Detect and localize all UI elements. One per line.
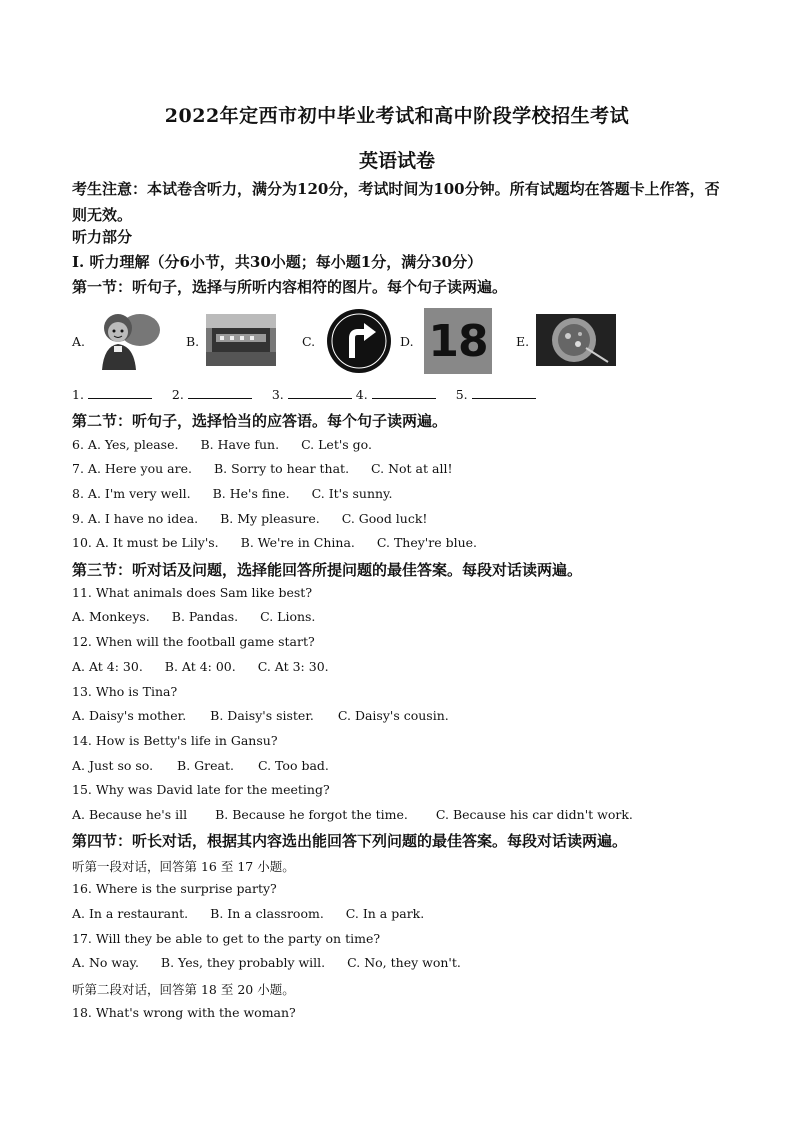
image-e-label: E. bbox=[516, 334, 530, 349]
option-a: A. Just so so. bbox=[72, 758, 154, 773]
option-a: A. In a restaurant. bbox=[72, 906, 189, 921]
option-a: A. I'm very well. bbox=[87, 486, 191, 501]
option-c: C. Because his car didn't work. bbox=[435, 807, 633, 822]
option-c: C. In a park. bbox=[345, 906, 425, 921]
question-text: 14. How is Betty's life in Gansu? bbox=[72, 733, 278, 748]
option-c: C. Daisy's cousin. bbox=[337, 708, 449, 723]
blank-label-4: 4. bbox=[355, 387, 368, 402]
option-b: B. Because he forgot the time. bbox=[215, 807, 408, 822]
image-d-label: D. bbox=[400, 334, 414, 349]
number-18-icon bbox=[424, 308, 492, 374]
option-a: A. At 4: 30. bbox=[72, 659, 143, 674]
question-text: 15. Why was David late for the meeting? bbox=[72, 782, 330, 797]
question-text: 12. When will the football game start? bbox=[72, 634, 315, 649]
exam-subtitle: 英语试卷 bbox=[358, 150, 435, 172]
sec4-heading: 第四节：听长对话，根据其内容选出能回答下列问题的最佳答案。每段对话读两遍。 bbox=[72, 832, 628, 850]
option-b: B. Sorry to hear that. bbox=[213, 461, 350, 476]
question-text: 18. What's wrong with the woman? bbox=[72, 1005, 296, 1020]
question-row bbox=[72, 437, 372, 452]
question-options bbox=[72, 906, 424, 921]
option-a: A. Because he's ill bbox=[72, 807, 188, 822]
option-a: A. Here you are. bbox=[87, 461, 192, 476]
question-text: 17. Will they be able to get to the party on time? bbox=[72, 931, 381, 946]
dialogue-intro-2: 听第二段对话，回答第 18 至 20 小题。 bbox=[72, 982, 295, 997]
question-options bbox=[72, 708, 449, 723]
option-a: A. Yes, please. bbox=[87, 437, 179, 452]
option-a: A. Monkeys. bbox=[72, 609, 150, 624]
blank-label-1: 1. bbox=[72, 387, 84, 402]
sec1-heading: 第一节：听句子，选择与所听内容相符的图片。每个句子读两遍。 bbox=[72, 278, 508, 296]
question-options bbox=[72, 609, 315, 624]
option-b: B. Yes, they probably will. bbox=[160, 955, 326, 970]
option-b: B. Great. bbox=[177, 758, 234, 773]
question-text: 13. Who is Tina? bbox=[72, 684, 178, 699]
question-options bbox=[72, 659, 329, 674]
answer-blank-2 bbox=[188, 386, 252, 399]
answer-blank-3 bbox=[288, 386, 352, 399]
question-options bbox=[72, 758, 329, 773]
blank-label-5: 5. bbox=[455, 387, 468, 402]
option-a: A. It must be Lily's. bbox=[95, 535, 219, 550]
exam-title: 2022年定西市初中毕业考试和高中阶段学校招生考试 bbox=[164, 105, 630, 127]
option-c: C. At 3: 30. bbox=[257, 659, 329, 674]
answer-blank-4 bbox=[372, 386, 436, 399]
option-c: C. Good luck! bbox=[341, 511, 428, 526]
sec2-heading: 第二节：听句子，选择恰当的应答语。每个句子读两遍。 bbox=[72, 412, 448, 430]
option-c: C. Let's go. bbox=[301, 437, 372, 452]
question-number: 6. bbox=[72, 437, 84, 452]
question-number: 9. bbox=[72, 511, 84, 526]
section-listening: 听力部分 bbox=[72, 228, 133, 246]
answer-blank-5 bbox=[472, 386, 536, 399]
image-c-label: C. bbox=[302, 334, 316, 349]
option-b: B. At 4: 00. bbox=[164, 659, 236, 674]
sec3-heading: 第三节：听对话及问题，选择能回答所提问题的最佳答案。每段对话读两遍。 bbox=[72, 561, 583, 579]
option-b: B. Have fun. bbox=[200, 437, 280, 452]
option-c: C. Not at all! bbox=[371, 461, 453, 476]
question-text: 16. Where is the surprise party? bbox=[72, 881, 277, 896]
option-c: C. Lions. bbox=[260, 609, 316, 624]
question-number: 7. bbox=[72, 461, 84, 476]
option-a: A. No way. bbox=[72, 955, 139, 970]
option-b: B. We're in China. bbox=[240, 535, 355, 550]
option-b: B. Daisy's sister. bbox=[210, 708, 314, 723]
blank-label-2: 2. bbox=[171, 387, 184, 402]
option-a: A. I have no idea. bbox=[87, 511, 199, 526]
question-text: 11. What animals does Sam like best? bbox=[72, 585, 313, 600]
question-number: 8. bbox=[72, 486, 84, 501]
question-row bbox=[72, 486, 392, 501]
option-b: B. He's fine. bbox=[212, 486, 290, 501]
number-18-text: 18 bbox=[428, 315, 488, 367]
option-b: B. In a classroom. bbox=[210, 906, 324, 921]
sec1-image-row bbox=[72, 308, 692, 374]
option-b: B. My pleasure. bbox=[220, 511, 320, 526]
question-options bbox=[72, 955, 461, 970]
girl-chef-icon bbox=[94, 308, 160, 370]
exam-notice: 考生注意：本试卷含听力，满分为120分，考试时间为100分钟。所有试题均在答题卡上作答，否则无效。 bbox=[72, 180, 720, 224]
turn-right-sign-icon bbox=[326, 308, 392, 374]
question-row bbox=[72, 511, 427, 526]
question-options bbox=[72, 807, 633, 822]
image-b-label: B. bbox=[186, 334, 200, 349]
food-plate-icon bbox=[536, 314, 616, 366]
question-row bbox=[72, 535, 477, 550]
answer-blank-1 bbox=[88, 386, 152, 399]
option-c: C. Too bad. bbox=[257, 758, 329, 773]
question-number: 10. bbox=[72, 535, 92, 550]
option-c: C. It's sunny. bbox=[311, 486, 393, 501]
question-row bbox=[72, 461, 452, 476]
sec1-answer-blanks bbox=[72, 386, 540, 402]
image-a-label: A. bbox=[72, 334, 86, 349]
part1-heading: Ⅰ. 听力理解（分6小节，共30小题；每小题1分，满分30分） bbox=[72, 253, 483, 271]
option-b: B. Pandas. bbox=[171, 609, 239, 624]
option-c: C. They're blue. bbox=[376, 535, 478, 550]
option-c: C. No, they won't. bbox=[347, 955, 461, 970]
dialogue-intro-1: 听第一段对话，回答第 16 至 17 小题。 bbox=[72, 859, 295, 874]
blank-label-3: 3. bbox=[271, 387, 284, 402]
option-a: A. Daisy's mother. bbox=[72, 708, 187, 723]
building-photo-icon bbox=[206, 314, 276, 366]
